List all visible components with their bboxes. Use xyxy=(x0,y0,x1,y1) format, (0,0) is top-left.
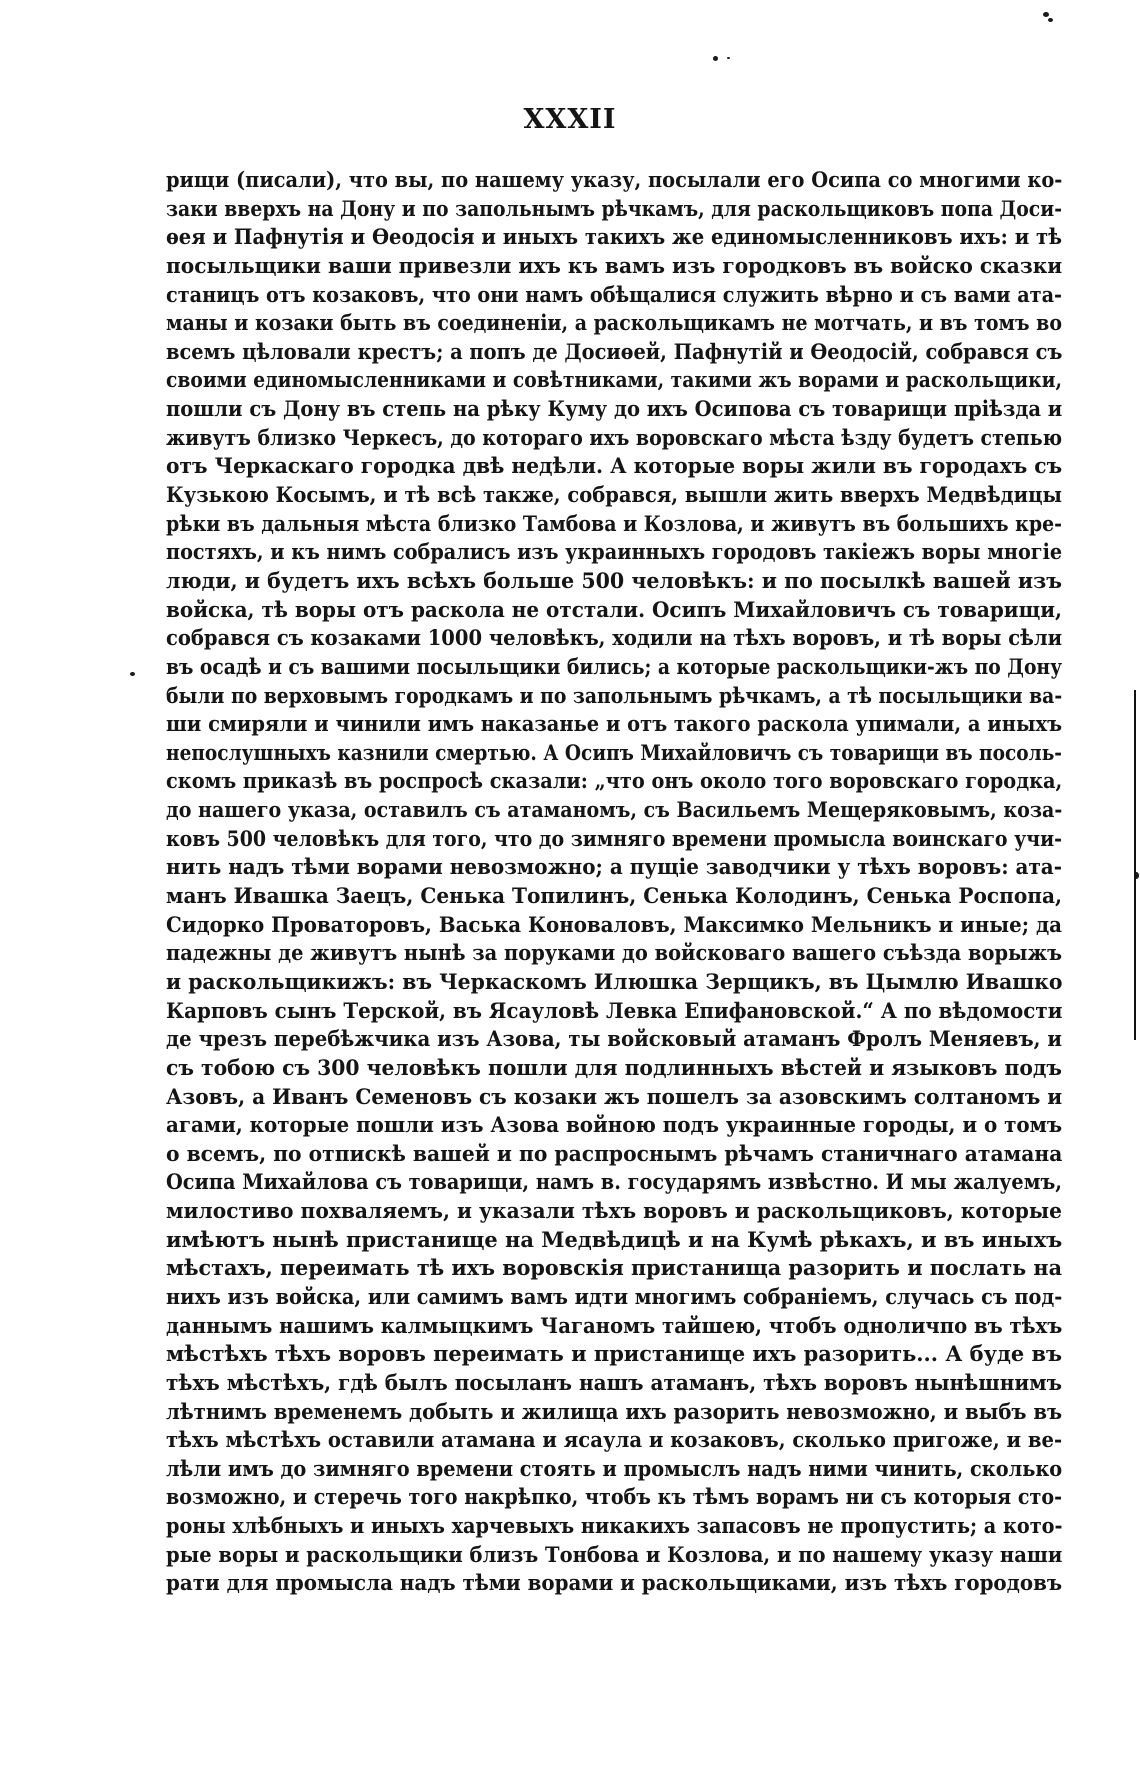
text-line: заки вверхъ на Дону и по запольнымъ рѣчкамъ, для раскольщиковъ попа Доси- xyxy=(166,195,1062,221)
body-text xyxy=(166,166,1062,1598)
text-line: имѣютъ нынѣ пристанище на Медвѣдицѣ и на Кумѣ рѣкахъ, и въ иныхъ xyxy=(166,1226,1063,1252)
text-line: манъ Ивашка Заецъ, Сенька Топилинъ, Сенька Колодинъ, Сенька Роспопа, xyxy=(166,883,1062,909)
text-line: мѣстахъ, переимать тѣ ихъ воровскія пристанища разорить и послать на xyxy=(166,1255,1062,1281)
text-line: собрався съ козаками 1000 человѣкъ, ходили на тѣхъ воровъ, и тѣ воры сѣли xyxy=(166,625,1063,651)
text-line: Азовъ, а Иванъ Семеновъ съ козаки жъ пошелъ за азовскимъ солтаномъ и xyxy=(166,1083,1063,1109)
text-line: милостиво похваляемъ, и указали тѣхъ воровъ и раскольщиковъ, которые xyxy=(166,1198,1062,1224)
text-line: Сидорко Проваторовъ, Васька Коноваловъ, Максимко Мельникъ и иные; да xyxy=(166,911,1062,937)
text-line: нить надъ тѣми ворами невозможно; а пущіе заводчики у тѣхъ воровъ: ата- xyxy=(166,854,1062,880)
text-line: люди, и будетъ ихъ всѣхъ больше 500 человѣкъ: и по посылкѣ вашей изъ xyxy=(166,567,1062,593)
text-line: нихъ изъ войска, или самимъ вамъ идти многимъ собраніемъ, случась съ под- xyxy=(166,1283,1063,1309)
page-number: XXXII xyxy=(523,104,617,135)
text-line: живутъ близко Черкесъ, до котораго ихъ воровскаго мѣста ѣзду будетъ степью xyxy=(166,424,1063,450)
text-line: были по верховымъ городкамъ и по запольнымъ рѣчкамъ, а тѣ посыльщики ва- xyxy=(166,682,1063,708)
text-line: рѣки въ дальныя мѣста близко Тамбова и Козлова, и живутъ въ большихъ кре- xyxy=(166,510,1062,536)
text-line: и раскольщикижъ: въ Черкаскомъ Илюшка Зерщикъ, въ Цымлю Ивашко xyxy=(166,968,1063,994)
text-line: непослушныхъ казнили смертью. А Осипъ Михайловичъ съ товарищи въ посоль- xyxy=(166,739,1062,765)
text-line: станицъ отъ козаковъ, что они намъ обѣщалися служить вѣрно и съ вами ата- xyxy=(166,281,1062,307)
text-line: скомъ приказѣ въ роспросѣ сказали: „что онъ около того воровскаго городка, xyxy=(166,768,1063,794)
scan-edge-line xyxy=(1134,690,1136,1040)
scan-speck xyxy=(1048,18,1053,22)
scan-speck xyxy=(130,672,135,676)
text-line: войска, тѣ воры отъ раскола не отстали. Осипъ Михайловичъ съ товарищи, xyxy=(166,596,1063,622)
text-line: ши смиряли и чинили имъ наказанье и отъ такого раскола упимали, а иныхъ xyxy=(166,711,1062,737)
text-line: въ осадѣ и съ вашими посыльщики бились; а которые раскольщики-жъ по Дону xyxy=(166,653,1063,679)
text-line: рые воры и раскольщики близъ Тонбова и Козлова, и по нашему указу наши xyxy=(166,1541,1063,1567)
text-line: Карповъ сынъ Терской, въ Ясауловѣ Левка Епифановской.“ А по вѣдомости xyxy=(166,997,1063,1023)
text-line: роны хлѣбныхъ и иныхъ харчевыхъ никакихъ запасовъ не пропустить; а кото- xyxy=(166,1513,1063,1539)
text-line: всемъ цѣловали крестъ; а попъ де Досиѳей, Пафнутій и Ѳеодосій, собрався съ xyxy=(166,338,1063,364)
text-line: рати для промысла надъ тѣми ворами и раскольщиками, изъ тѣхъ городовъ xyxy=(166,1570,1063,1596)
text-line: тѣхъ мѣстѣхъ, гдѣ былъ посыланъ нашъ атаманъ, тѣхъ воровъ нынѣшнимъ xyxy=(166,1369,1062,1395)
text-line: агами, которые пошли изъ Азова войною подъ украинные городы, и о томъ xyxy=(166,1112,1063,1138)
text-line: своими единомысленниками и совѣтниками, такими жъ ворами и раскольщики, xyxy=(166,367,1062,393)
scan-speck xyxy=(713,56,718,61)
text-line: съ тобою съ 300 человѣкъ пошли для подлинныхъ вѣстей и языковъ подъ xyxy=(166,1054,1062,1080)
text-line: тѣхъ мѣстѣхъ оставили атамана и ясаула и козаковъ, сколько пригоже, и ве- xyxy=(166,1427,1063,1453)
text-line: постяхъ, и къ нимъ собралисъ изъ украинныхъ городовъ такіежъ воры многіе xyxy=(166,539,1063,565)
text-line: возможно, и стеречь того накрѣпко, чтобъ къ тѣмъ ворамъ ни съ которыя сто- xyxy=(166,1484,1062,1510)
text-line: Осипа Михайлова съ товарищи, намъ в. государямъ извѣстно. И мы жалуемъ, xyxy=(166,1169,1062,1195)
text-line: лѣли имъ до зимняго времени стоять и промыслъ надъ ними чинить, сколько xyxy=(166,1455,1063,1481)
text-line: Кузькою Косымъ, и тѣ всѣ также, собрався, вышли жить вверхъ Медвѣдицы xyxy=(166,482,1062,508)
text-line: падежны де живутъ нынѣ за поруками до войсковаго вашего съѣзда ворыжъ xyxy=(166,940,1062,966)
text-line: отъ Черкаскаго городка двѣ недѣли. А которые воры жили въ городахъ съ xyxy=(166,453,1063,479)
text-line: лѣтнимъ временемъ добыть и жилища ихъ разорить невозможно, и выбъ въ xyxy=(166,1398,1063,1424)
scan-speck xyxy=(727,57,730,59)
text-line: мѣстѣхъ тѣхъ воровъ переимать и пристанище ихъ разорить... А буде въ xyxy=(166,1341,1062,1367)
scan-speck xyxy=(1043,12,1049,17)
text-line: де чрезъ перебѣжчика изъ Азова, ты войсковый атаманъ Фролъ Меняевъ, и xyxy=(166,1026,1062,1052)
text-line: даннымъ нашимъ калмыцкимъ Чаганомъ тайшею, чтобъ одноличпо въ тѣхъ xyxy=(166,1312,1063,1338)
text-line: ѳея и Пафнутія и Ѳеодосія и иныхъ такихъ же единомысленниковъ ихъ: и тѣ xyxy=(166,224,1062,250)
text-line: пошли съ Дону въ степь на рѣку Куму до ихъ Осипова съ товарищи пріѣзда и xyxy=(166,396,1063,422)
text-line: маны и козаки быть въ соединеніи, а раскольщикамъ не мотчать, и въ томъ во xyxy=(166,310,1062,336)
text-line: о всемъ, по отпискѣ вашей и по распроснымъ рѣчамъ станичнаго атамана xyxy=(166,1140,1063,1166)
text-line: рищи (писали), что вы, по нашему указу, посылали его Осипа со многими ко- xyxy=(166,167,1063,192)
text-line: ковъ 500 человѣкъ для того, что до зимняго времени промысла воинскаго учи- xyxy=(166,825,1063,851)
text-line: посыльщики ваши привезли ихъ къ вамъ изъ городковъ въ войско сказки xyxy=(166,252,1063,278)
text-line: до нашего указа, оставилъ съ атаманомъ, съ Васильемъ Мещеряковымъ, коза- xyxy=(166,797,1063,823)
